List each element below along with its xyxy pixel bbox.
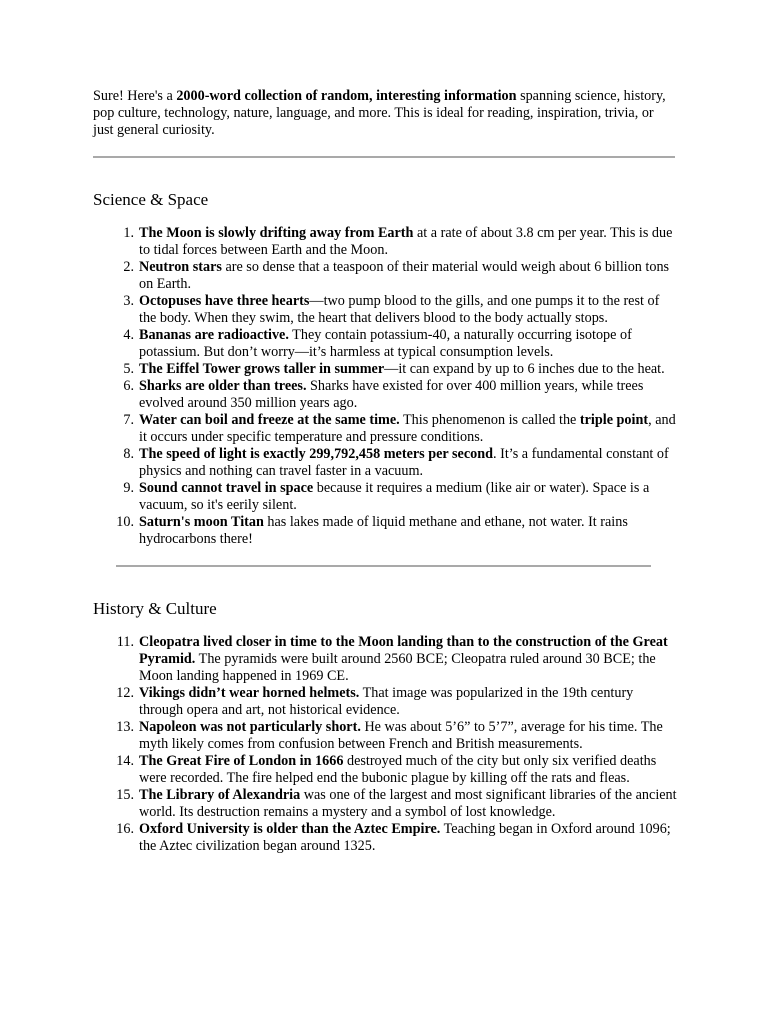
item-bold: Oxford University is older than the Aztec Empire. [139,821,441,837]
item-bold: The Moon is slowly drifting away from Earth [139,225,414,241]
item-text: . It’s a fundamental constant of physics and nothing can travel faster in a vacuum. [139,446,669,479]
section-heading-history: History & Culture [93,599,217,618]
item-number: 12. [116,685,134,701]
item-number: 10. [116,514,134,530]
item-text: because it requires a medium (like air or water). Space is a vacuum, so it's eerily silent. [139,480,650,513]
item-number: 11. [116,634,134,650]
intro-suffix: spanning science, history, pop culture, technology, nature, language, and more. This is ideal for reading, inspiration, trivia, or just general curiosity. [93,88,666,138]
item-bold: The Great Fire of London in 1666 [139,753,344,769]
list-item [93,293,677,327]
item-text: Sharks have existed for over 400 million years, while trees evolved around 350 million years ago. [139,378,644,411]
item-number: 16. [116,821,134,837]
item-text: at a rate of about 3.8 cm per year. This is due to tidal forces between Earth and the Moon. [139,225,673,258]
item-bold: Water can boil and freeze at the same time. [139,412,400,428]
item-bold: Cleopatra lived closer in time to the Moon landing than to the construction of the Great Pyramid. [139,634,668,667]
item-text: destroyed much of the city but only six verified deaths were recorded. The fire helped end the bubonic plague by killing off the rats and fleas. [139,753,657,786]
horizontal-rule [93,156,675,158]
item-bold: Neutron stars [139,259,222,275]
item-bold-secondary: triple point [579,412,649,428]
list-item [93,412,677,446]
item-bold: Vikings didn’t wear horned helmets. [139,685,360,701]
item-bold: Octopuses have three hearts [139,293,310,309]
item-text: Teaching began in Oxford around 1096; the Aztec civilization began around 1325. [139,821,671,854]
item-number: 8. [123,446,134,462]
item-number: 6. [123,378,134,394]
item-number: 4. [123,327,134,343]
section-heading-science: Science & Space [93,190,209,209]
item-number: 15. [116,787,134,803]
item-bold: The Eiffel Tower grows taller in summer [139,361,385,377]
item-number: 7. [123,412,134,428]
item-number: 14. [116,753,134,769]
item-bold: Bananas are radioactive. [139,327,289,343]
item-number: 9. [123,480,134,496]
item-text-secondary: , and it occurs under specific temperature and pressure conditions. [139,412,676,445]
list-item [93,446,677,480]
item-text: has lakes made of liquid methane and ethane, not water. It rains hydrocarbons there! [139,514,628,547]
item-text: That image was popularized in the 19th century through opera and art, not historical evidence. [139,685,634,718]
item-bold: Napoleon was not particularly short. [139,719,361,735]
item-text: are so dense that a teaspoon of their material would weigh about 6 billion tons on Earth. [139,259,670,292]
list-item [93,719,677,753]
science-list [93,225,677,548]
item-bold: Sound cannot travel in space [139,480,314,496]
item-bold: Sharks are older than trees. [139,378,307,394]
item-text: —it can expand by up to 6 inches due to the heat. [384,361,665,377]
item-number: 1. [123,225,134,241]
list-item [93,514,677,548]
list-item [93,685,677,719]
list-item [93,361,677,378]
item-text: They contain potassium-40, a naturally occurring isotope of potassium. But don’t worry—it’s harmless at typical consumption levels. [139,327,632,360]
intro-prefix: Sure! Here's a [93,88,177,104]
item-number: 2. [123,259,134,275]
item-number: 3. [123,293,134,309]
list-item [93,259,677,293]
list-item [93,821,677,855]
item-number: 5. [123,361,134,377]
horizontal-rule [116,565,651,567]
item-bold: The Library of Alexandria [139,787,301,803]
item-number: 13. [116,719,134,735]
list-item [93,378,677,412]
item-bold: Saturn's moon Titan [139,514,264,530]
list-item [93,225,677,259]
item-text: He was about 5’6” to 5’7”, average for his time. The myth likely comes from confusion between French and British measurements. [139,719,663,752]
item-bold: The speed of light is exactly 299,792,458 meters per second [139,446,493,462]
list-item [93,634,677,685]
document-page [93,88,677,855]
list-item [93,753,677,787]
history-list [93,634,677,855]
list-item [93,787,677,821]
intro-bold: 2000-word collection of random, interesting information [176,88,517,104]
item-text: This phenomenon is called the [399,412,580,428]
item-text: was one of the largest and most significant libraries of the ancient world. Its destruction remains a mystery and a symbol of lost knowledge. [139,787,677,820]
item-text: —two pump blood to the gills, and one pumps it to the rest of the body. When they swim, the heart that delivers blood to the body actually stops. [139,293,660,326]
list-item [93,327,677,361]
intro-paragraph [93,88,677,139]
list-item [93,480,677,514]
item-text: The pyramids were built around 2560 BCE; Cleopatra ruled around 30 BCE; the Moon landing happened in 1969 CE. [139,651,656,684]
